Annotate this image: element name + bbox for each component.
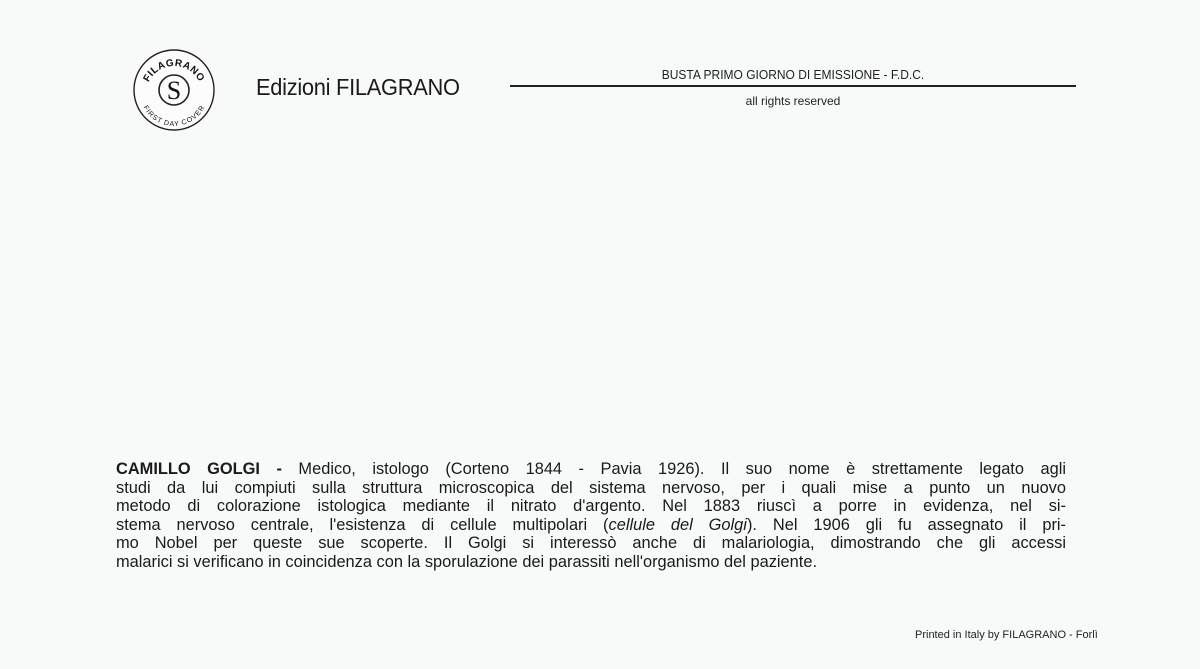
publisher-name: Edizioni FILAGRANO — [256, 74, 460, 100]
bio-line-4: stema nervoso centrale, l'esistenza di cellule multipolari (cellule del Golgi). Nel 1906 gli fu assegnato il pri- — [116, 515, 1067, 534]
rights-notice: all rights reserved — [745, 94, 841, 108]
bio-italic-term: cellule del Golgi — [608, 515, 747, 534]
bio-line-2: studi da lui compiuti sulla struttura microscopica del sistema nervoso, per i quali mise a punto un nuovo — [116, 478, 1066, 497]
fdc-title: BUSTA PRIMO GIORNO DI EMISSIONE - F.D.C. — [661, 68, 925, 82]
bio-line-1: CAMILLO GOLGI - Medico, istologo (Corteno 1844 - Pavia 1926). Il suo nome è strettamente legato agli — [116, 460, 1066, 478]
svg-text:FIRST DAY COVER: FIRST DAY COVER — [141, 104, 207, 129]
printer-credit: Printed in Italy by FILAGRANO - Forlì — [915, 629, 1098, 641]
svg-text:S: S — [166, 76, 182, 105]
svg-text:FILAGRANO: FILAGRANO — [141, 57, 207, 84]
filagrano-logo-icon — [132, 48, 216, 132]
bio-line-6: malarici si verificano in coincidenza con la sporulazione dei parassiti nell'organismo del paziente. — [116, 552, 818, 571]
header-divider — [510, 85, 1076, 87]
biography-text — [116, 460, 1066, 572]
bio-name: CAMILLO GOLGI - — [116, 460, 282, 478]
bio-line-5: mo Nobel per queste sue scoperte. Il Golgi si interessò anche di malariologia, dimostrando che gli accessi — [116, 534, 1066, 553]
bio-line-3: metodo di colorazione istologica mediante il nitrato d'argento. Nel 1883 riuscì a porre in evidenza, nel si- — [116, 497, 1066, 516]
